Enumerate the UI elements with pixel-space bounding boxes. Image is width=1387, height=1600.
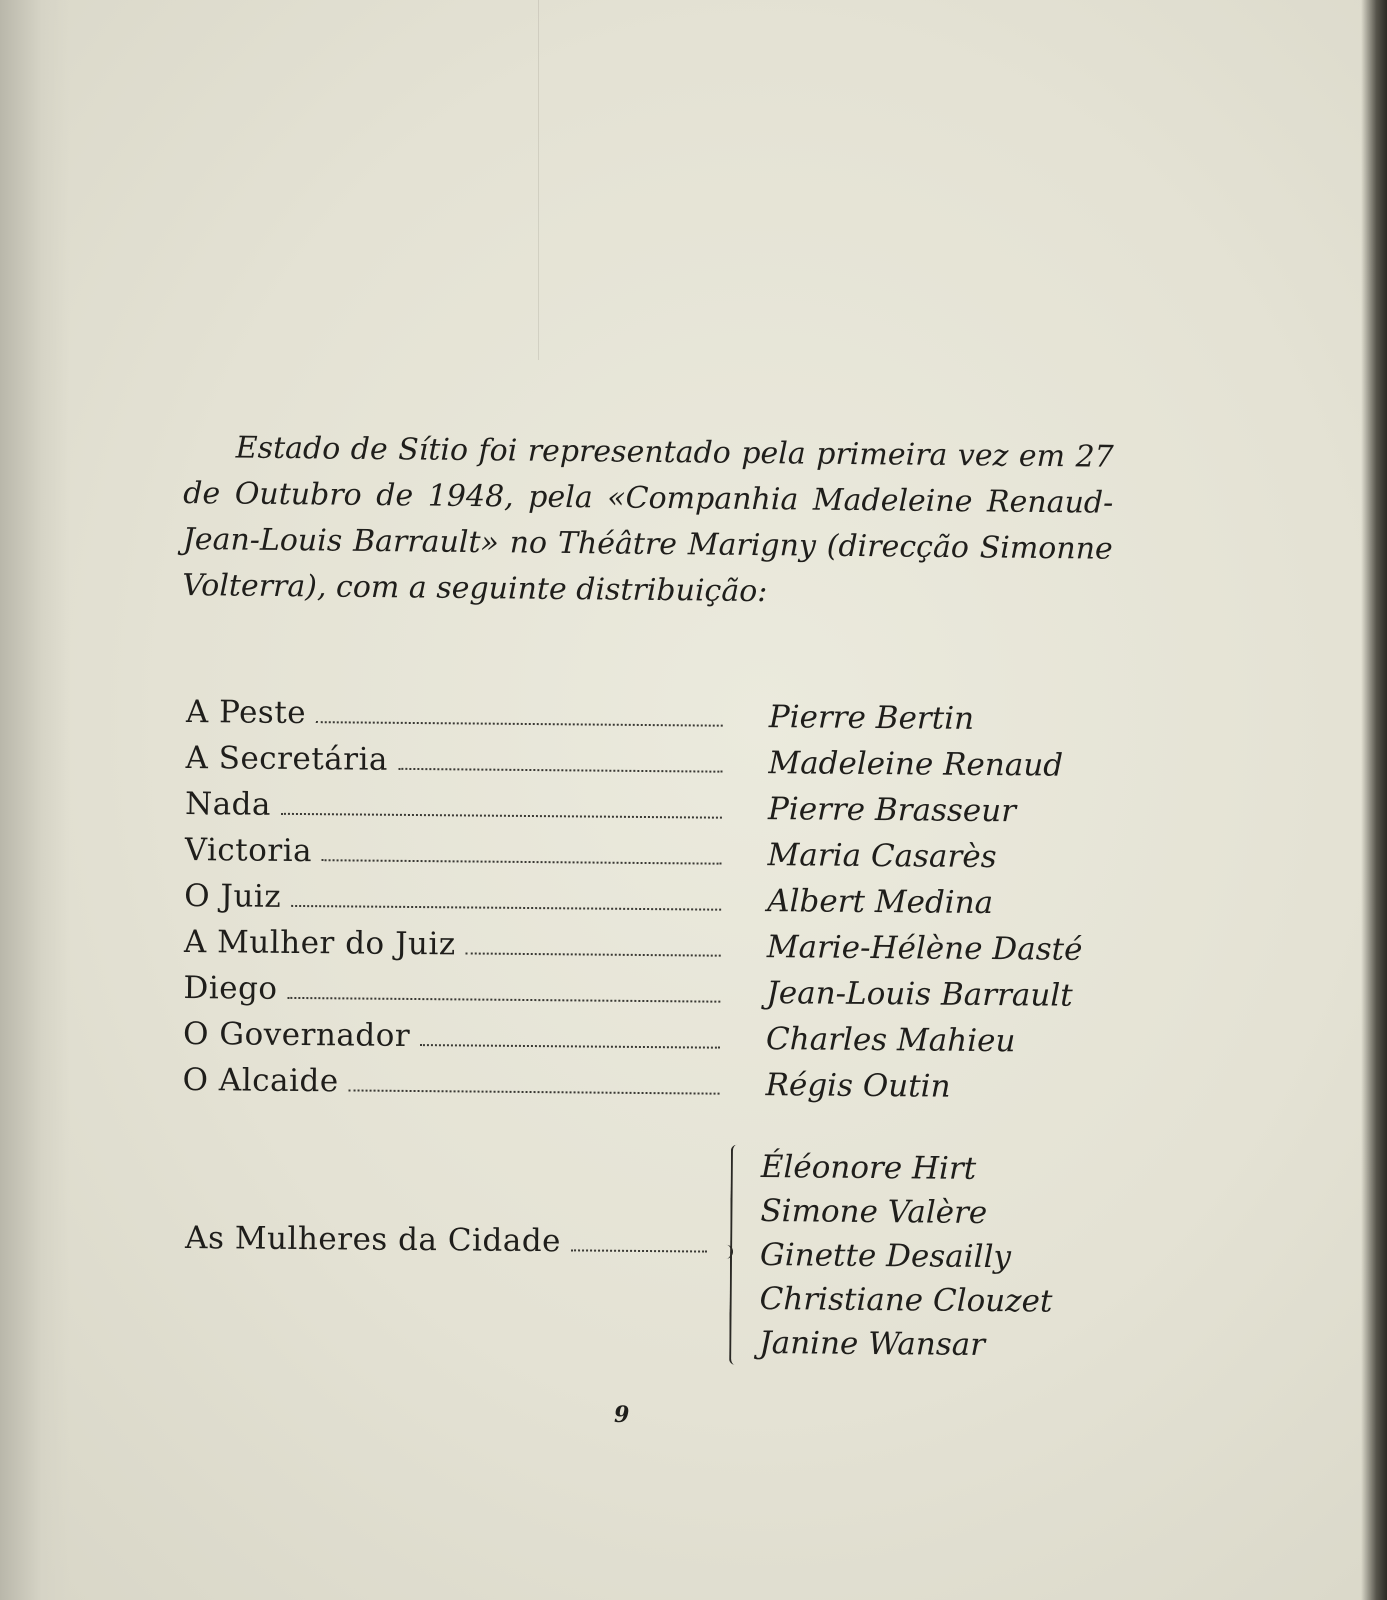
actor-name: Pierre Bertin — [768, 699, 975, 737]
role-name: Victoria — [184, 831, 313, 870]
actor-name: Éléonore Hirt — [760, 1149, 977, 1187]
bleed-through-text — [300, 0, 395, 47]
cast-row — [184, 832, 1104, 886]
leader-dots — [349, 1089, 720, 1094]
page-number: 9 — [614, 1402, 630, 1428]
role-name: Diego — [183, 969, 278, 1007]
page-edge-shadow — [1361, 0, 1387, 1600]
role-name: As Mulheres da Cidade — [184, 1219, 562, 1260]
actor-name: Janine Wansar — [759, 1325, 986, 1363]
women-role — [185, 1220, 725, 1261]
actor-name: Madeleine Renaud — [768, 745, 1064, 784]
actor-name: Albert Medina — [767, 883, 994, 922]
bleed-through-rule — [538, 0, 539, 360]
role-name: A Mulher do Juiz — [183, 923, 456, 963]
actor-name: Pierre Brasseur — [767, 791, 1017, 830]
cast-row — [184, 878, 1104, 932]
actor-name: Régis Outin — [765, 1067, 951, 1105]
role-name: O Alcaide — [182, 1061, 339, 1100]
cast-row — [185, 740, 1105, 794]
play-title: Estado de Sítio — [235, 430, 469, 468]
leader-dots — [466, 952, 721, 956]
leader-dots — [571, 1249, 707, 1252]
actor-name: Simone Valère — [760, 1193, 988, 1231]
actor-name: Ginette Desailly — [759, 1237, 1012, 1276]
cast-row — [183, 970, 1103, 1024]
actor-name: Marie-Hélène Dasté — [766, 929, 1083, 968]
cast-row — [186, 694, 1106, 748]
leader-dots — [316, 721, 723, 727]
leader-dots — [287, 997, 720, 1003]
page-spine-shadow — [0, 0, 70, 1600]
leader-dots — [322, 859, 722, 864]
actor-name: Maria Casarès — [767, 837, 997, 876]
cast-row — [185, 786, 1105, 840]
intro-text: foi representado pela primeira vez em 27 de Outubro de 1948, pela «Companhia Madeleine Renaud-Jean-Louis Barrault» no Théâtre Marigny — [182, 432, 1114, 564]
curly-brace — [729, 1145, 747, 1365]
leader-dots — [420, 1044, 720, 1049]
role-name: A Secretária — [185, 739, 389, 778]
actor-name: Jean-Louis Barrault — [766, 975, 1073, 1014]
role-name: A Peste — [185, 694, 307, 732]
leader-dots — [398, 768, 722, 773]
cast-list — [182, 694, 1106, 1116]
actor-name: Charles Mahieu — [765, 1021, 1016, 1060]
leader-dots — [291, 905, 721, 911]
cast-row — [184, 924, 1104, 978]
cast-row — [183, 1016, 1103, 1070]
role-name: Nada — [184, 785, 272, 823]
women-actor-list — [759, 1145, 1054, 1368]
leader-dots — [281, 813, 722, 819]
actor-name: Christiane Clouzet — [759, 1281, 1053, 1320]
women-group — [184, 1140, 1106, 1378]
role-name: O Governador — [182, 1015, 411, 1054]
intro-text-continued: (direcção Simonne Volterra), com a seguinte distribuição: — [182, 528, 1113, 610]
cast-row — [182, 1062, 1102, 1116]
role-name: O Juiz — [184, 877, 282, 915]
intro-paragraph — [182, 425, 1114, 619]
